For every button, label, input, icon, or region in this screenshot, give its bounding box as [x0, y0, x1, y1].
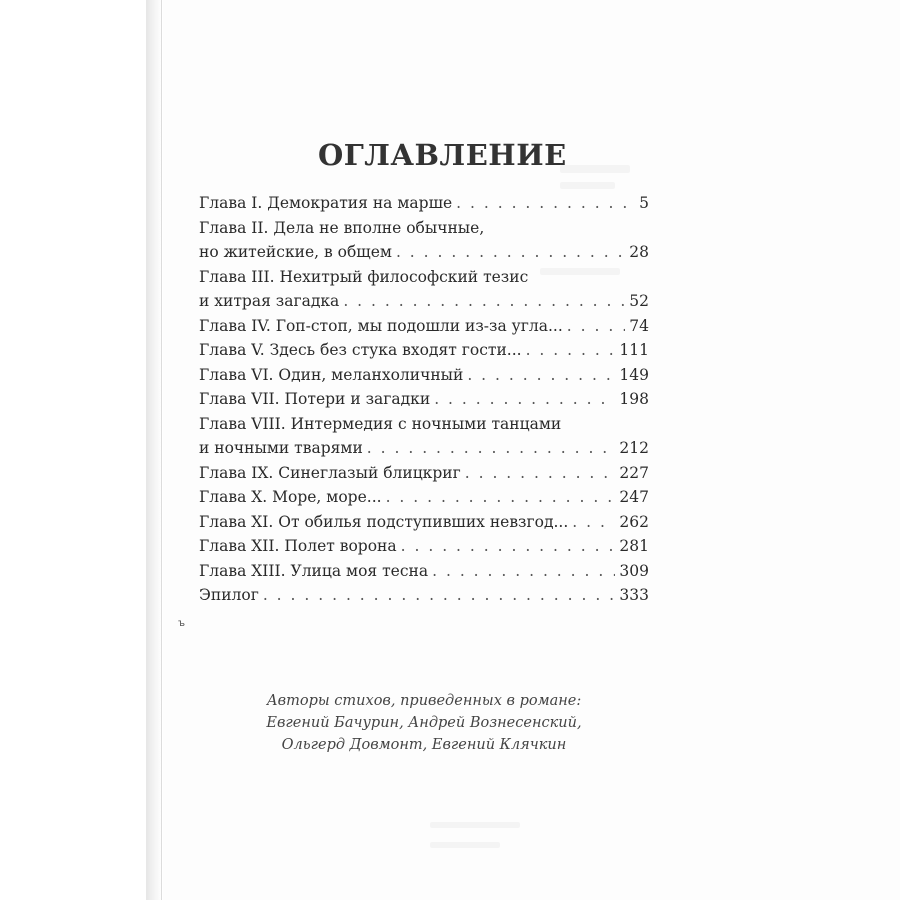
- toc-leader-dots: [456, 191, 635, 216]
- toc-leader-dots: [396, 240, 625, 265]
- show-through-mark: [560, 165, 630, 173]
- toc-entry: [199, 436, 649, 461]
- credits-line: Ольгерд Довмонт, Евгений Клячкин: [281, 737, 567, 753]
- toc-entry: [199, 461, 649, 486]
- toc-entry-title: Глава V. Здесь без стука входят гости...: [199, 341, 522, 359]
- toc-entry-page: 111: [619, 341, 649, 359]
- toc-entry: [199, 559, 649, 584]
- toc-entry: [199, 387, 649, 412]
- toc-entry-title-continued: но житейские, в общем: [199, 243, 392, 261]
- toc-entry-title: Глава I. Демократия на марше: [199, 194, 453, 212]
- toc-entry-page: 309: [619, 561, 649, 580]
- toc-entry: [199, 583, 649, 608]
- page-edge-line: [161, 0, 162, 900]
- toc-entry-title: Глава II. Дела не вполне обычные,: [199, 218, 485, 237]
- poem-authors-credits: [199, 690, 649, 756]
- toc-entry: [199, 485, 649, 510]
- toc-entry-page: 247: [619, 488, 649, 506]
- toc-entry-title: Глава XII. Полет ворона: [199, 537, 397, 555]
- toc-leader-dots: [434, 387, 615, 412]
- toc-entry: [199, 534, 649, 559]
- toc-leader-dots: [567, 314, 626, 339]
- toc-entry-title: Глава XIII. Улица моя тесна: [199, 561, 429, 580]
- toc-leader-dots: [572, 510, 615, 535]
- toc-entry: [199, 338, 649, 363]
- toc-entry-title: Глава IX. Синеглазый блицкриг: [199, 463, 461, 482]
- toc-entry-title: Эпилог: [199, 586, 259, 604]
- toc-entry: [199, 191, 649, 216]
- toc-entry-page: 74: [629, 316, 649, 335]
- toc-entry-title: Глава VIII. Интермедия с ночными танцами: [199, 414, 562, 433]
- toc-entry-title: Глава IV. Гоп-стоп, мы подошли из-за угла...: [199, 316, 563, 335]
- credits-line: Евгений Бачурин, Андрей Вознесенский,: [266, 715, 582, 731]
- toc-leader-dots: [526, 338, 616, 363]
- toc-entry: [199, 314, 649, 339]
- toc-leader-dots: [263, 583, 616, 608]
- ink-speck-mark: ъ: [178, 618, 186, 629]
- show-through-mark: [430, 842, 500, 848]
- toc-leader-dots: [401, 534, 616, 559]
- toc-entry-page: 52: [629, 292, 649, 310]
- toc-entry-title: Глава XI. От обилья подступивших невзгод...: [199, 512, 569, 531]
- credits-line: Авторы стихов, приведенных в романе:: [266, 693, 582, 709]
- toc-entry-title-continued: и хитрая загадка: [199, 292, 340, 310]
- toc-entry-page: 281: [619, 537, 649, 555]
- show-through-mark: [430, 822, 520, 828]
- toc-entry-title-continued: и ночными тварями: [199, 439, 363, 457]
- toc-entry-page: 227: [619, 463, 649, 482]
- toc-entry-page: 149: [619, 365, 649, 384]
- toc-leader-dots: [467, 363, 615, 388]
- toc-entry: [199, 363, 649, 388]
- toc-entry-title: Глава VI. Один, меланхоличный: [199, 365, 464, 384]
- toc-leader-dots: [465, 461, 616, 486]
- toc-entry-page: 333: [619, 586, 649, 604]
- page-title: ОГЛАВЛЕНИЕ: [318, 138, 567, 172]
- book-spine-shadow: [146, 0, 162, 900]
- toc-entry-title: Глава VII. Потери и загадки: [199, 390, 431, 408]
- toc-entry-page: 198: [619, 390, 649, 408]
- toc-entry-page: 212: [619, 439, 649, 457]
- toc-entry-page: 28: [629, 243, 649, 261]
- show-through-mark: [560, 182, 615, 189]
- toc-leader-dots: [432, 559, 615, 584]
- toc-leader-dots: [367, 436, 616, 461]
- toc-leader-dots: [386, 485, 616, 510]
- toc-entry: [199, 510, 649, 535]
- toc-entry-title: Глава X. Море, море...: [199, 488, 382, 506]
- toc-leader-dots: [343, 289, 625, 314]
- table-of-contents: [199, 191, 649, 608]
- toc-entry-page: 262: [619, 512, 649, 531]
- toc-entry-title: Глава III. Нехитрый философский тезис: [199, 267, 529, 286]
- toc-entry-page: 5: [639, 194, 649, 212]
- toc-entry: [199, 240, 649, 265]
- toc-entry: [199, 289, 649, 314]
